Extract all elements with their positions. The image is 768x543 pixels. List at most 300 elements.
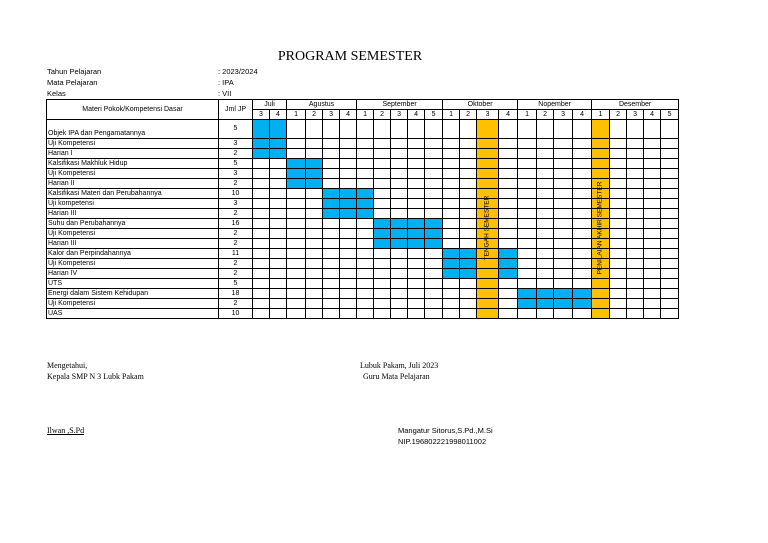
- week-cell: [357, 279, 374, 289]
- week-cell: [340, 139, 357, 149]
- week-cell: [287, 299, 306, 309]
- jp-cell: 3: [219, 139, 253, 149]
- week-cell: [287, 199, 306, 209]
- week-cell: [306, 289, 323, 299]
- week-cell: [537, 219, 554, 229]
- week-cell: [306, 209, 323, 219]
- week-cell: [661, 169, 679, 179]
- week-cell: [287, 249, 306, 259]
- scheduled-cell: [306, 179, 323, 189]
- week-cell: [253, 219, 270, 229]
- week-cell: [374, 139, 391, 149]
- signature-left-line2: Kepala SMP N 3 Lubk Pakam: [47, 372, 144, 381]
- week-cell: [499, 279, 518, 289]
- week-cell: [253, 159, 270, 169]
- week-cell: [644, 299, 661, 309]
- week-cell: [644, 149, 661, 159]
- scheduled-cell: [537, 289, 554, 299]
- week-cell: [443, 189, 460, 199]
- week-cell: [323, 139, 340, 149]
- week-header: 5: [661, 110, 679, 120]
- week-cell: [661, 199, 679, 209]
- materi-cell: Uji Kompetensi: [47, 169, 219, 179]
- week-cell: [537, 209, 554, 219]
- week-cell: [443, 120, 460, 139]
- week-cell: [460, 149, 477, 159]
- week-cell: [537, 249, 554, 259]
- month-header: September: [357, 100, 443, 110]
- week-cell: [573, 279, 592, 289]
- month-header: Desember: [592, 100, 679, 110]
- week-cell: [340, 269, 357, 279]
- week-cell: [661, 239, 679, 249]
- week-cell: [627, 209, 644, 219]
- materi-cell: Uji Kompetensi: [47, 139, 219, 149]
- week-cell: [573, 179, 592, 189]
- week-cell: [391, 289, 408, 299]
- scheduled-cell: [499, 269, 518, 279]
- week-cell: [518, 120, 537, 139]
- signature-right-line1: Lubuk Pakam, Juli 2023: [360, 361, 439, 370]
- week-cell: [340, 179, 357, 189]
- scheduled-cell: [374, 219, 391, 229]
- signature-left-line1: Mengetahui,: [47, 361, 88, 370]
- week-cell: [573, 309, 592, 319]
- week-cell: [627, 149, 644, 159]
- week-cell: [554, 279, 573, 289]
- week-header: 4: [644, 110, 661, 120]
- week-cell: [270, 229, 287, 239]
- week-cell: [425, 179, 443, 189]
- assessment-cell: [592, 169, 610, 179]
- akhir-semester-label: PENILAIAN AKHIR SEMESTER: [596, 181, 604, 275]
- week-cell: [537, 229, 554, 239]
- page-title: PROGRAM SEMESTER: [277, 49, 423, 64]
- week-cell: [443, 209, 460, 219]
- tengah-semester-label: TENGAH SEMESTER: [483, 195, 491, 261]
- jp-cell: 2: [219, 259, 253, 269]
- jp-cell: 5: [219, 159, 253, 169]
- week-cell: [537, 309, 554, 319]
- week-cell: [443, 279, 460, 289]
- week-cell: [443, 179, 460, 189]
- week-cell: [554, 219, 573, 229]
- week-cell: [374, 269, 391, 279]
- week-cell: [340, 229, 357, 239]
- week-cell: [323, 309, 340, 319]
- week-cell: [610, 189, 627, 199]
- scheduled-cell: [443, 269, 460, 279]
- table-row: [47, 179, 679, 189]
- week-cell: [357, 219, 374, 229]
- week-cell: [627, 309, 644, 319]
- week-cell: [443, 199, 460, 209]
- week-cell: [518, 239, 537, 249]
- table-row: [47, 289, 679, 299]
- week-cell: [554, 139, 573, 149]
- week-cell: [460, 309, 477, 319]
- week-cell: [253, 299, 270, 309]
- week-cell: [499, 229, 518, 239]
- scheduled-cell: [391, 229, 408, 239]
- week-cell: [374, 120, 391, 139]
- week-cell: [627, 169, 644, 179]
- assessment-cell: [477, 269, 499, 279]
- week-cell: [287, 239, 306, 249]
- week-cell: [627, 279, 644, 289]
- week-cell: [460, 189, 477, 199]
- week-cell: [425, 309, 443, 319]
- table-row: [47, 169, 679, 179]
- materi-cell: Energi dalam Sistem Kehidupan: [47, 289, 219, 299]
- week-cell: [323, 159, 340, 169]
- week-cell: [644, 189, 661, 199]
- week-cell: [408, 120, 425, 139]
- info-value: : VII: [218, 89, 232, 98]
- info-row-kelas: [47, 88, 258, 99]
- scheduled-cell: [306, 159, 323, 169]
- week-cell: [391, 309, 408, 319]
- week-cell: [537, 269, 554, 279]
- week-cell: [425, 259, 443, 269]
- week-cell: [306, 309, 323, 319]
- week-cell: [340, 299, 357, 309]
- jp-cell: 2: [219, 179, 253, 189]
- week-cell: [554, 189, 573, 199]
- week-cell: [644, 259, 661, 269]
- scheduled-cell: [460, 269, 477, 279]
- signature-left: [47, 360, 144, 382]
- table-row: [47, 219, 679, 229]
- materi-cell: Harian IV: [47, 269, 219, 279]
- jp-cell: 2: [219, 239, 253, 249]
- week-cell: [323, 279, 340, 289]
- week-cell: [443, 149, 460, 159]
- materi-cell: Harian III: [47, 209, 219, 219]
- week-cell: [460, 120, 477, 139]
- week-cell: [357, 309, 374, 319]
- week-cell: [610, 219, 627, 229]
- jp-cell: 2: [219, 209, 253, 219]
- week-cell: [374, 209, 391, 219]
- materi-cell: Uji Kompetensi: [47, 299, 219, 309]
- assessment-cell: [477, 179, 499, 189]
- week-cell: [443, 309, 460, 319]
- week-cell: [610, 269, 627, 279]
- week-cell: [644, 179, 661, 189]
- week-cell: [573, 149, 592, 159]
- week-cell: [306, 219, 323, 229]
- materi-cell: Harian II: [47, 179, 219, 189]
- week-cell: [408, 249, 425, 259]
- week-cell: [573, 139, 592, 149]
- info-label: Tahun Pelajaran: [47, 67, 102, 76]
- scheduled-cell: [374, 239, 391, 249]
- week-header: 5: [425, 110, 443, 120]
- jp-header: Jml JP: [219, 100, 253, 120]
- week-cell: [518, 189, 537, 199]
- jp-cell: 10: [219, 309, 253, 319]
- week-cell: [518, 219, 537, 229]
- materi-cell: Harian III: [47, 239, 219, 249]
- week-cell: [661, 259, 679, 269]
- week-cell: [443, 159, 460, 169]
- week-cell: [644, 229, 661, 239]
- week-cell: [306, 259, 323, 269]
- week-cell: [554, 179, 573, 189]
- week-cell: [661, 209, 679, 219]
- week-cell: [391, 120, 408, 139]
- week-cell: [460, 289, 477, 299]
- week-cell: [425, 159, 443, 169]
- week-cell: [460, 209, 477, 219]
- week-cell: [518, 309, 537, 319]
- scheduled-cell: [270, 149, 287, 159]
- scheduled-cell: [287, 169, 306, 179]
- week-cell: [253, 269, 270, 279]
- week-cell: [661, 120, 679, 139]
- week-cell: [323, 299, 340, 309]
- week-cell: [408, 309, 425, 319]
- jp-cell: 2: [219, 229, 253, 239]
- week-cell: [270, 309, 287, 319]
- week-cell: [554, 199, 573, 209]
- week-cell: [644, 139, 661, 149]
- week-cell: [357, 229, 374, 239]
- week-cell: [499, 139, 518, 149]
- scheduled-cell: [518, 299, 537, 309]
- week-cell: [610, 299, 627, 309]
- week-cell: [253, 259, 270, 269]
- week-cell: [306, 139, 323, 149]
- week-header: 4: [270, 110, 287, 120]
- week-cell: [270, 169, 287, 179]
- signature-right-nip: NIP.196802221998011002: [398, 437, 487, 446]
- table-row: [47, 159, 679, 169]
- week-cell: [425, 169, 443, 179]
- week-cell: [270, 259, 287, 269]
- week-cell: [408, 209, 425, 219]
- week-cell: [306, 239, 323, 249]
- week-cell: [537, 279, 554, 289]
- scheduled-cell: [287, 179, 306, 189]
- week-cell: [253, 309, 270, 319]
- assessment-cell: [477, 149, 499, 159]
- jp-cell: 2: [219, 149, 253, 159]
- scheduled-cell: [323, 209, 340, 219]
- week-cell: [408, 299, 425, 309]
- week-cell: [374, 289, 391, 299]
- identity-info: [47, 66, 258, 99]
- week-cell: [554, 149, 573, 159]
- week-cell: [408, 259, 425, 269]
- week-cell: [661, 309, 679, 319]
- week-cell: [460, 169, 477, 179]
- week-cell: [573, 219, 592, 229]
- table-row: [47, 139, 679, 149]
- week-cell: [460, 179, 477, 189]
- week-cell: [357, 120, 374, 139]
- scheduled-cell: [554, 289, 573, 299]
- week-cell: [443, 219, 460, 229]
- week-cell: [270, 269, 287, 279]
- week-header: 4: [408, 110, 425, 120]
- scheduled-cell: [253, 149, 270, 159]
- week-header: 4: [573, 110, 592, 120]
- scheduled-cell: [253, 139, 270, 149]
- week-cell: [537, 259, 554, 269]
- schedule-table: [46, 99, 679, 319]
- week-cell: [518, 249, 537, 259]
- week-cell: [340, 159, 357, 169]
- week-cell: [408, 199, 425, 209]
- week-cell: [460, 159, 477, 169]
- week-cell: [323, 249, 340, 259]
- week-cell: [443, 239, 460, 249]
- week-cell: [374, 309, 391, 319]
- week-cell: [391, 179, 408, 189]
- week-cell: [374, 159, 391, 169]
- info-row-tahun: [47, 66, 258, 77]
- materi-cell: Uji Kompetensi: [47, 229, 219, 239]
- scheduled-cell: [340, 189, 357, 199]
- week-cell: [357, 179, 374, 189]
- assessment-cell: [477, 279, 499, 289]
- jp-cell: 11: [219, 249, 253, 259]
- week-cell: [460, 299, 477, 309]
- week-header: 2: [537, 110, 554, 120]
- week-cell: [253, 229, 270, 239]
- month-header: Juli: [253, 100, 287, 110]
- week-cell: [253, 189, 270, 199]
- week-cell: [323, 289, 340, 299]
- week-cell: [253, 279, 270, 289]
- week-cell: [499, 209, 518, 219]
- week-cell: [518, 259, 537, 269]
- scheduled-cell: [425, 229, 443, 239]
- week-cell: [270, 209, 287, 219]
- week-cell: [661, 229, 679, 239]
- week-header: 3: [554, 110, 573, 120]
- week-header: 3: [627, 110, 644, 120]
- week-cell: [443, 229, 460, 239]
- week-header: 4: [340, 110, 357, 120]
- week-cell: [306, 120, 323, 139]
- week-cell: [644, 169, 661, 179]
- week-cell: [270, 189, 287, 199]
- table-row: [47, 229, 679, 239]
- week-cell: [610, 159, 627, 169]
- week-cell: [610, 169, 627, 179]
- week-cell: [537, 149, 554, 159]
- week-cell: [270, 219, 287, 229]
- week-cell: [610, 239, 627, 249]
- week-header: 3: [323, 110, 340, 120]
- week-cell: [391, 149, 408, 159]
- week-header: 1: [592, 110, 610, 120]
- scheduled-cell: [537, 299, 554, 309]
- week-cell: [408, 139, 425, 149]
- assessment-cell: [477, 299, 499, 309]
- week-cell: [408, 279, 425, 289]
- week-cell: [537, 239, 554, 249]
- week-cell: [537, 199, 554, 209]
- jp-cell: 18: [219, 289, 253, 299]
- week-cell: [443, 289, 460, 299]
- week-header: 2: [306, 110, 323, 120]
- week-cell: [270, 249, 287, 259]
- assessment-cell: [592, 159, 610, 169]
- week-header: 1: [357, 110, 374, 120]
- week-cell: [287, 189, 306, 199]
- scheduled-cell: [443, 249, 460, 259]
- table-row: [47, 259, 679, 269]
- week-cell: [554, 259, 573, 269]
- week-cell: [391, 169, 408, 179]
- week-cell: [270, 199, 287, 209]
- week-cell: [391, 259, 408, 269]
- week-cell: [627, 120, 644, 139]
- assessment-cell: [477, 309, 499, 319]
- week-cell: [443, 299, 460, 309]
- table-row: [47, 309, 679, 319]
- week-header: 2: [460, 110, 477, 120]
- week-cell: [357, 159, 374, 169]
- week-cell: [425, 279, 443, 289]
- week-cell: [537, 120, 554, 139]
- week-cell: [287, 279, 306, 289]
- week-cell: [340, 219, 357, 229]
- week-cell: [537, 169, 554, 179]
- info-row-mapel: [47, 77, 258, 88]
- table-row: [47, 189, 679, 199]
- week-cell: [573, 269, 592, 279]
- materi-cell: Uji kompetensi: [47, 199, 219, 209]
- week-cell: [408, 289, 425, 299]
- week-cell: [499, 149, 518, 159]
- week-cell: [391, 139, 408, 149]
- info-label: Kelas: [47, 89, 66, 98]
- materi-cell: UAS: [47, 309, 219, 319]
- week-cell: [518, 209, 537, 219]
- week-cell: [253, 289, 270, 299]
- info-value: : IPA: [218, 78, 234, 87]
- week-cell: [391, 189, 408, 199]
- week-cell: [661, 249, 679, 259]
- week-cell: [374, 279, 391, 289]
- week-cell: [391, 279, 408, 289]
- week-cell: [306, 229, 323, 239]
- scheduled-cell: [323, 199, 340, 209]
- week-cell: [499, 189, 518, 199]
- week-cell: [644, 269, 661, 279]
- week-cell: [460, 139, 477, 149]
- week-cell: [644, 249, 661, 259]
- week-cell: [425, 120, 443, 139]
- assessment-cell: [477, 289, 499, 299]
- week-cell: [357, 289, 374, 299]
- assessment-cell: [477, 169, 499, 179]
- scheduled-cell: [460, 249, 477, 259]
- week-cell: [357, 249, 374, 259]
- materi-cell: UTS: [47, 279, 219, 289]
- scheduled-cell: [340, 199, 357, 209]
- week-cell: [554, 249, 573, 259]
- week-cell: [499, 120, 518, 139]
- table-row: [47, 269, 679, 279]
- week-cell: [610, 229, 627, 239]
- jp-cell: 5: [219, 120, 253, 139]
